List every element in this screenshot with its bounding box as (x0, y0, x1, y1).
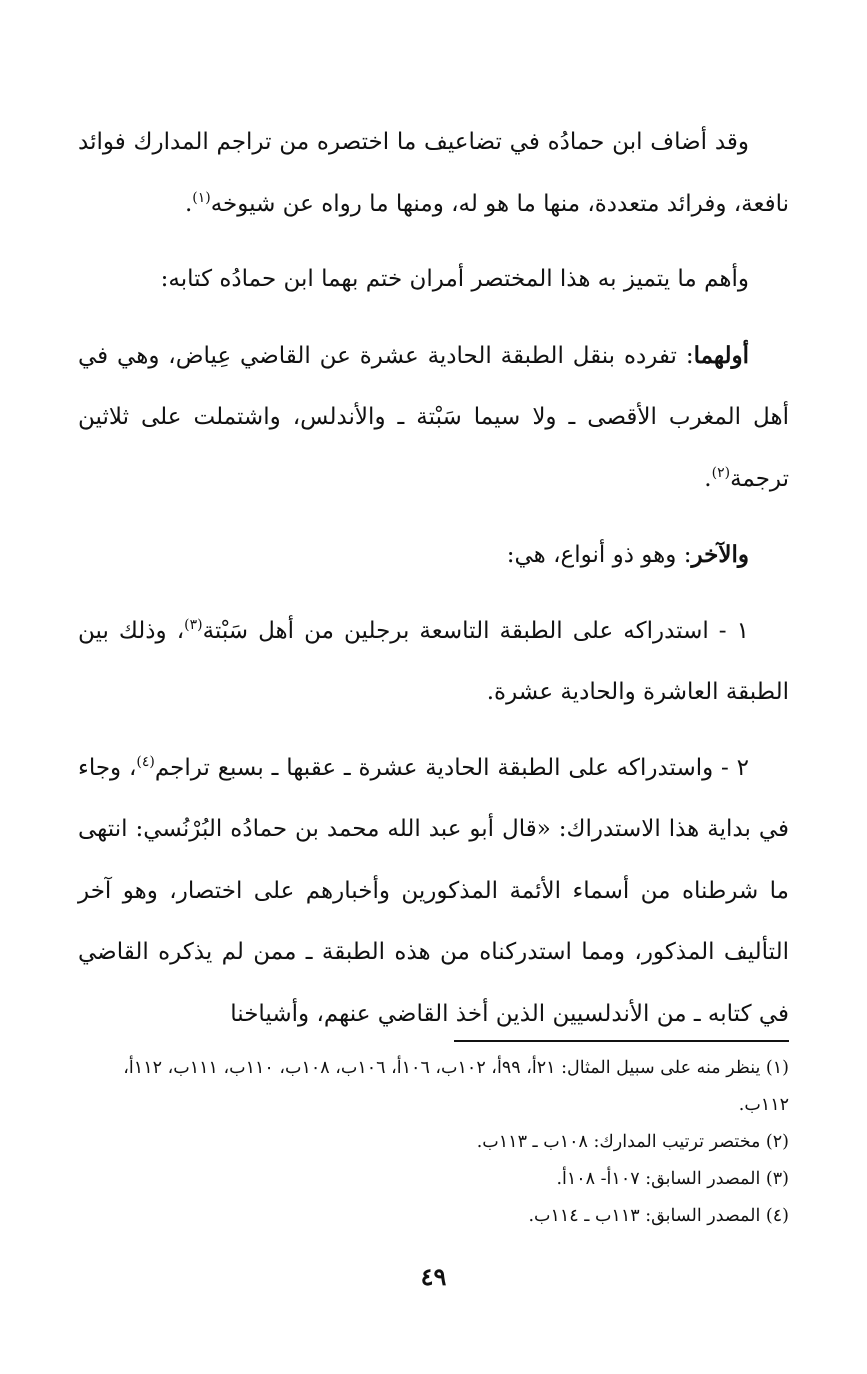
punctuation: . (704, 465, 712, 492)
paragraph-text: ٢ - واستدراكه على الطبقة الحادية عشرة ـ عقبها ـ بسبع تراجم (154, 754, 749, 781)
punctuation: . (184, 190, 193, 217)
second-matter-heading: والآخر (691, 541, 749, 568)
paragraph-text: : تفرده بنقل الطبقة الحادية عشرة عن القاضي عِياض، وهي في أهل المغرب الأقصى ـ ولا سيما سَبْتة ـ والأندلس، واشتملت على ثلاثين ترجمة (78, 342, 789, 492)
paragraph-additions (78, 112, 789, 235)
paragraph-second-matter (78, 524, 789, 587)
paragraph-text: : وهو ذو أنواع، هي: (506, 542, 692, 568)
footnote-ref-2: (٢) (711, 464, 731, 481)
paragraph-text: ١ - استدراكه على الطبقة التاسعة برجلين من أهل سَبْتة (202, 617, 749, 644)
footnote-ref-1: (١) (192, 189, 211, 206)
paragraph-text: وقد أضاف ابن حمادُه في تضاعيف ما اختصره من تراجم المدارك فوائد نافعة، وفرائد متعددة، منها ما هو له، ومنها ما رواه عن شيوخه (78, 129, 789, 217)
list-item-2 (78, 738, 789, 1046)
footnote-separator (454, 1040, 789, 1042)
footnote-ref-3: (٣) (184, 616, 203, 633)
page-number: ٤٩ (420, 1262, 447, 1291)
paragraph-text: ، وجاء في بداية هذا الاستدراك: «قال أبو عبد الله محمد بن حمادُه البُرْنُسي: انتهى ما شرطناه من أسماء الأئمة المذكورين وأخبارهم على اختصار، وهو آخر التأليف المذكور، ومما استدركناه من هذه الطبقة ـ ممن لم يذكره القاضي في كتابه ـ من الأندلسيين الذين أخذ القاضي عنهم، وأشياخنا (78, 754, 789, 1027)
footnotes (78, 1050, 789, 1235)
footnote-1: (١) ينظر منه على سبيل المثال: ٢١أ، ٩٩أ، ١٠٢ب، ١٠٦أ، ١٠٦ب، ١٠٨ب، ١١٠ب، ١١١ب، ١١٢أ، ١١٢ب. (123, 1058, 789, 1115)
paragraph-text: ، وذلك بين الطبقة العاشرة والحادية عشرة. (78, 617, 789, 705)
first-matter-heading: أولهما (693, 341, 749, 369)
footnote-2: (٢) مختصر ترتيب المدارك: ١٠٨ب ـ ١١٣ب. (476, 1132, 789, 1152)
paragraph-two-matters (78, 249, 789, 311)
footnote-4: (٤) المصدر السابق: ١١٣ب ـ ١١٤ب. (528, 1206, 789, 1226)
main-text (78, 112, 789, 1045)
footnote-3: (٣) المصدر السابق: ١٠٧أ- ١٠٨أ. (556, 1169, 789, 1189)
list-item-1 (78, 601, 789, 724)
paragraph-first-matter (78, 325, 789, 511)
paragraph-text: وأهم ما يتميز به هذا المختصر أمران ختم بهما ابن حمادُه كتابه: (160, 266, 749, 292)
footnote-ref-4: (٤) (136, 753, 155, 770)
